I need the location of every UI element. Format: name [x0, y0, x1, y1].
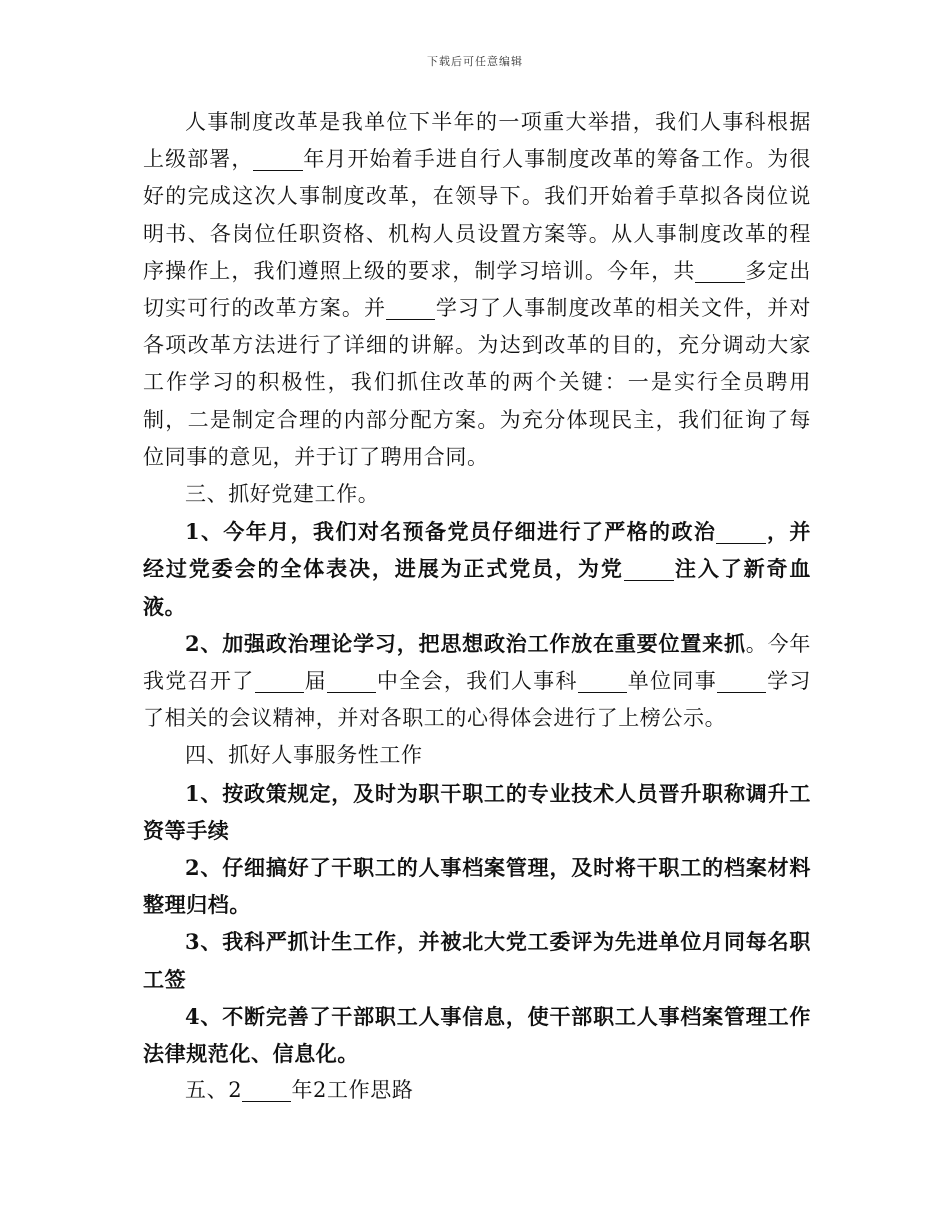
fill-in-blank	[695, 260, 744, 283]
fill-in-blank	[327, 670, 376, 693]
fill-in-blank	[578, 670, 627, 693]
list-item-3-1: 1、今年月，我们对名预备党员仔细进行了严格的政治 ，并经过党委会的全体表决，进展为正式党员，为党 注入了新奇血液。	[143, 519, 811, 619]
fill-in-blank	[255, 670, 304, 693]
fill-in-blank	[253, 148, 302, 171]
section-heading-3: 三、抓好党建工作。	[185, 482, 380, 507]
list-item-3-2: 2、加强政治理论学习，把思想政治工作放在重要位置来抓。今年我党召开了 届 中全会，我们人事科 单位同事 学习了相关的会议精神，并对各职工的心得体会进行了上榜公示。	[143, 630, 811, 731]
bold-lead-sentence: 2、加强政治理论学习，把思想政治工作放在重要位置来抓	[185, 630, 746, 656]
list-item-4-4: 4、不断完善了干部职工人事信息，使干部职工人事档案管理工作法律规范化、信息化。	[143, 1003, 811, 1067]
section-heading-5: 五、2 年2工作思路	[185, 1078, 414, 1103]
fill-in-blank	[624, 558, 674, 581]
list-item-4-3: 3、我科严抓计生工作，并被北大党工委评为先进单位月同每名职工签	[143, 929, 811, 992]
fill-in-blank	[716, 521, 766, 544]
fill-in-blank	[386, 297, 435, 320]
paragraph-intro: 人事制度改革是我单位下半年的一项重大举措，我们人事科根据上级部署， 年月开始着手进自行人事制度改革的筹备工作。为很好的完成这次人事制度改革，在领导下。我们开始着手草拟各岗位说明书、各岗位任职资格、机构人员设置方案等。从人事制度改革的程序操作上，我们遵照上级的要求，制学习培训。今年，共 多定出切实可行的改革方案。并 学习了人事制度改革的相关文件，并对各项改革方法进行了详细的讲解。为达到改革的目的，充分调动大家工作学习的积极性，我们抓住改革的两个关键：一是实行全员聘用制，二是制定合理的内部分配方案。为充分体现民主，我们征询了每位同事的意见，并于订了聘用合同。	[143, 110, 811, 469]
list-item-4-1: 1、按政策规定，及时为职干职工的专业技术人员晋升职称调升工资等手续	[143, 780, 811, 843]
section-heading-4: 四、抓好人事服务性工作	[185, 743, 423, 768]
fill-in-blank	[717, 670, 766, 693]
list-item-4-2: 2、仔细搞好了干职工的人事档案管理，及时将干职工的档案材料整理归档。	[143, 855, 811, 918]
document-body	[143, 104, 811, 1109]
fill-in-blank	[242, 1079, 291, 1102]
page-header: 下载后可任意编辑	[427, 55, 523, 68]
